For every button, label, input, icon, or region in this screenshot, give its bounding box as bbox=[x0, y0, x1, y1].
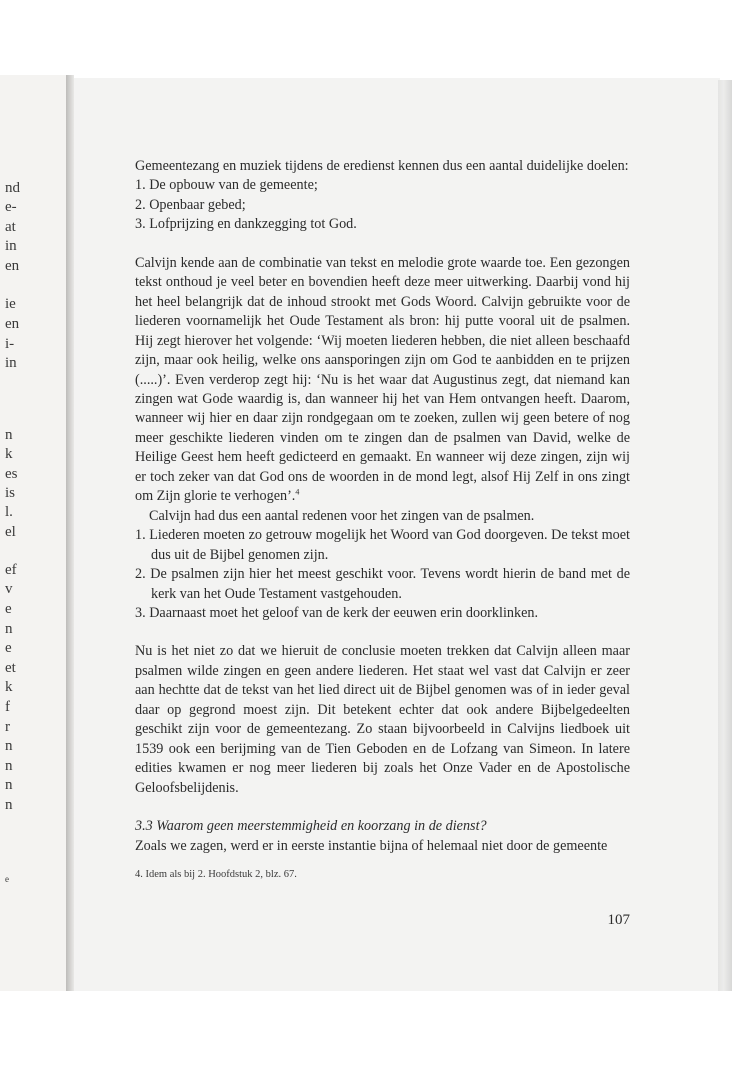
calvin-paragraph bbox=[135, 254, 630, 507]
intro-paragraph: Gemeentezang en muziek tijdens de eredienst kennen dus een aantal duidelijke doelen: bbox=[135, 158, 629, 174]
reasons-list-item: 2. De psalmen zijn hier het meest geschikt voor. Tevens wordt hierin de band met de kerk van het Oude Testament vastgehouden. bbox=[135, 566, 630, 602]
left-page-fragment: l. bbox=[5, 504, 13, 520]
left-page-fragment: k bbox=[5, 446, 13, 462]
left-page-fragment: i- bbox=[5, 336, 15, 352]
footnote: 4. Idem als bij 2. Hoofdstuk 2, blz. 67. bbox=[135, 869, 297, 880]
left-page-fragment: ie bbox=[5, 296, 16, 312]
left-page-fragment: nd bbox=[5, 180, 20, 196]
calvin-paragraph-text: Calvijn kende aan de combinatie van tekst en melodie grote waarde toe. Een gezongen tekst onthoud je veel beter en bovendien heeft deze meer uitwerking. Daarbij vond hij het heel belangrijk dat de inhoud strookt met Gods Woord. Calvijn gebruikte voor de liederen voornamelijk het Oude Testament als bron: hij putte vooral uit de psalmen. Hij zegt hierover het volgende: ‘Wij moeten liederen hebben, die niet alleen beschaafd zijn, maar ook heilig, welke ons aansporingen zijn om God te aanbidden en te prijzen (.....)’. Even verderop zegt hij: ‘Nu is het waar dat Augustinus zegt, dat niemand kan zingen wat Gode waardig is, dan wanneer hij het van Hem ontvangen heeft. Daarom, wanneer wij hier en daar zijn rondgegaan om te zoeken, zullen wij geen betere of nog meer geschikte liederen vinden om te zingen dan de psalmen van David, welke de Heilige Geest hem heeft gedicteerd en gemaakt. En wanneer wij deze zingen, zijn wij er toch zeker van dat God ons de woorden in de mond legt, alsof Hij Zelf in ons zingt om Zijn glorie te verhogen’. bbox=[135, 254, 630, 505]
intro-list-item: 1. De opbouw van de gemeente; bbox=[135, 177, 318, 194]
body-text bbox=[135, 157, 630, 856]
left-page-fragment: v bbox=[5, 581, 13, 597]
left-page-fragment: el bbox=[5, 524, 16, 540]
left-page-fragment: et bbox=[5, 660, 16, 676]
section-heading: 3.3 Waarom geen meerstemmigheid en koorzang in de dienst? bbox=[135, 818, 487, 835]
page-edge bbox=[718, 80, 732, 991]
reasons-list-item: 1. Liederen moeten zo getrouw mogelijk het Woord van God doorgeven. De tekst moet dus uit de Bijbel genomen zijn. bbox=[135, 527, 630, 563]
left-page-fragment: n bbox=[5, 797, 13, 813]
reasons-list-item: 3. Daarnaast moet het geloof van de kerk der eeuwen erin doorklinken. bbox=[135, 604, 539, 621]
left-page-fragment: is bbox=[5, 485, 16, 501]
conclusion-paragraph: Nu is het niet zo dat we hieruit de conclusie moeten trekken dat Calvijn alleen maar psalmen wilde zingen en geen andere liederen. Het staat wel vast dat Calvijn er zeer aan hechtte dat de tekst van het lied direct uit de Bijbel genomen was of in ieder geval daar op gegrond moest zijn. Dit betekent echter dat ook andere Bijbelgedeelten geschikt zijn voor de gemeentezang. Zo staan bijvoorbeeld in Calvijns liedboek uit 1539 ook een berijming van de Tien Geboden en de Lofzang van Simeon. In latere edities kwamen er nog meer liederen bij zoals het Onze Vader en de Apostolische Geloofsbelijdenis. bbox=[135, 643, 630, 796]
left-page-fragment: in bbox=[5, 355, 17, 371]
left-page-fragment: ef bbox=[5, 562, 17, 578]
left-page-fragment: f bbox=[5, 699, 10, 715]
left-page-fragment: in bbox=[5, 238, 17, 254]
footnote-reference: 4 bbox=[295, 487, 300, 497]
left-page-fragment: e bbox=[5, 640, 12, 656]
left-page-fragment: e bbox=[5, 874, 9, 884]
left-page-fragment: n bbox=[5, 621, 13, 637]
intro-list-item: 2. Openbaar gebed; bbox=[135, 196, 246, 213]
left-page-fragment: e- bbox=[5, 199, 17, 215]
left-page-fragment: en bbox=[5, 316, 20, 332]
reasons-intro: Calvijn had dus een aantal redenen voor het zingen van de psalmen. bbox=[149, 507, 535, 524]
left-page-fragment: r bbox=[5, 719, 10, 735]
left-page-fragment: k bbox=[5, 679, 13, 695]
left-page-fragment: n bbox=[5, 738, 13, 754]
left-page-fragment: en bbox=[5, 258, 20, 274]
left-page-fragment: n bbox=[5, 427, 13, 443]
left-page-fragment: es bbox=[5, 466, 18, 482]
left-page-fragment: e bbox=[5, 601, 12, 617]
page-number: 107 bbox=[607, 912, 630, 928]
left-page-fragment: n bbox=[5, 758, 13, 774]
left-page-fragment: at bbox=[5, 219, 16, 235]
book-gutter bbox=[66, 75, 74, 991]
section-text: Zoals we zagen, werd er in eerste instantie bijna of helemaal niet door de gemeente bbox=[135, 837, 608, 854]
intro-list-item: 3. Lofprijzing en dankzegging tot God. bbox=[135, 216, 357, 233]
left-facing-page bbox=[0, 75, 66, 991]
left-page-fragment: n bbox=[5, 777, 13, 793]
